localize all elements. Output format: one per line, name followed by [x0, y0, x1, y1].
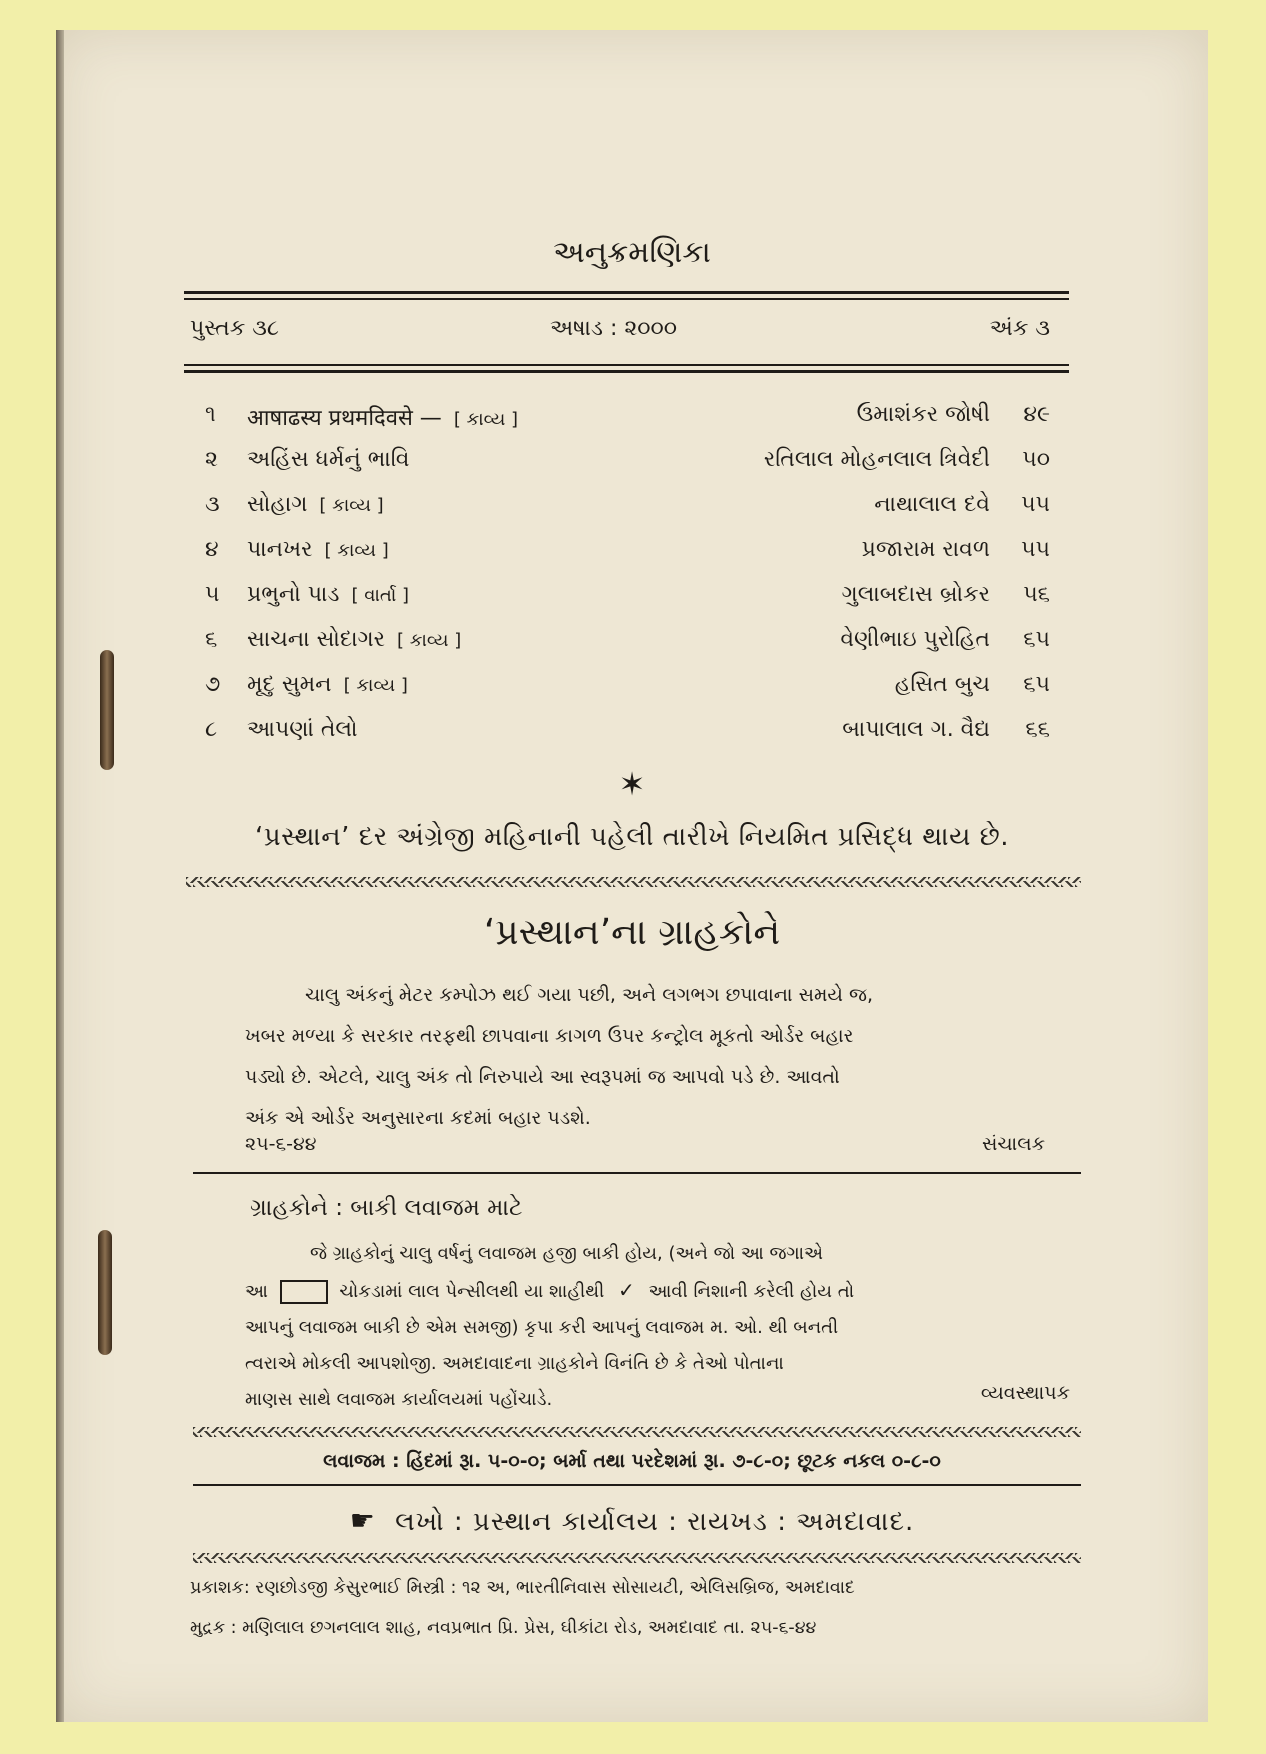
entry-title: સાચના સોદાગર [ કાવ્ય ]	[247, 627, 462, 652]
entry-number: ૪	[205, 537, 219, 562]
entry-author: નાથાલાલ દવે	[874, 492, 990, 517]
toc-entry	[205, 627, 1050, 665]
entry-number: ૧	[205, 402, 216, 427]
divider	[184, 364, 1069, 366]
dues-line: ત્વરાએ મોકલી આપશોજી. અમદાવાદના ગ્રાહકોને વિનંતિ છે કે તેઓ પોતાના	[245, 1353, 784, 1374]
issue-month: અષાડ : ૨૦૦૦	[550, 316, 678, 341]
star-ornament: ✶	[618, 765, 646, 803]
issue-number: અંક ૩	[989, 316, 1050, 341]
customers-heading: ‘પ્રસ્થાન’ના ગ્રાહકોને	[483, 912, 781, 953]
toc-entry	[205, 492, 1050, 530]
magazine-page	[56, 30, 1208, 1722]
divider	[193, 1172, 1081, 1174]
notice-line: ચાલુ અંકનું મેટર કમ્પોઝ થઈ ગયા પછી, અને લગભગ છપાવાના સમયે જ,	[305, 984, 874, 1006]
entry-author: ગુલાબદાસ બ્રોકર	[841, 582, 990, 607]
entry-author: ઉમાશંકર જોષી	[856, 402, 990, 427]
notice-line: ખબર મળ્યા કે સરકાર તરફથી છાપવાના કાગળ ઉપર કન્ટ્રોલ મૂકતો ઓર્ડર બહાર	[245, 1025, 854, 1047]
entry-page: ૫૫	[1021, 492, 1050, 517]
entry-title: आषाढस्य प्रथमदिवसे — [ કાવ્ય ]	[247, 406, 519, 431]
wavy-divider	[193, 1427, 1081, 1437]
entry-page: ૬૫	[1023, 672, 1050, 697]
entry-number: ૩	[205, 492, 220, 517]
publication-notice: ‘પ્રસ્થાન’ દર અંગ્રેજી મહિનાની પહેલી તારીખે નિયમિત પ્રસિદ્ધ થાય છે.	[254, 822, 1010, 852]
binding-thread	[100, 650, 114, 770]
entry-author: રતિલાલ મોહનલાલ ત્રિવેદી	[763, 447, 990, 472]
wavy-divider	[186, 877, 1081, 887]
dues-line: જે ગ્રાહકોનું ચાલુ વર્ષનું લવાજમ હજી બાકી હોય, (અને જો આ જગાએ	[310, 1243, 824, 1264]
toc-entry	[205, 672, 1050, 710]
toc-entry	[205, 402, 1050, 440]
entry-number: ૮	[205, 717, 218, 742]
entry-title: સોહાગ [ કાવ્ય ]	[247, 492, 384, 517]
notice-line: પડ્યો છે. એટલે, ચાલુ અંક તો નિરુપાયે આ સ્વરૂપમાં જ આપવો પડે છે. આવતો	[245, 1066, 840, 1088]
toc-entry	[205, 537, 1050, 575]
notice-signature: સંચાલક	[981, 1133, 1045, 1155]
dues-signature: વ્યવસ્થાપક	[980, 1382, 1070, 1404]
entry-page: ૬૬	[1025, 717, 1050, 742]
divider	[193, 1484, 1081, 1486]
dues-heading: ગ્રાહકોને : બાકી લવાજમ માટે	[250, 1195, 523, 1221]
notice-line: અંક એ ઓર્ડર અનુસારના કદમાં બહાર પડશે.	[245, 1107, 591, 1129]
entry-number: ૭	[205, 672, 221, 697]
entry-page: ૫૦	[1022, 447, 1050, 472]
dues-line: આપનું લવાજમ બાકી છે એમ સમજી) કૃપા કરી આપનું લવાજમ મ. ઓ. થી બનતી	[245, 1317, 839, 1338]
entry-page: ૫૫	[1021, 537, 1050, 562]
binding-thread	[98, 1230, 112, 1355]
divider	[184, 298, 1069, 300]
toc-entry	[205, 447, 1050, 485]
entry-number: ૬	[205, 627, 218, 652]
entry-title: પ્રભુનો પાડ [ વાર્તા ]	[247, 582, 409, 607]
page-title: અનુક્રમણિકા	[553, 235, 711, 270]
entry-page: ૪૯	[1023, 402, 1050, 427]
entry-title: પાનખર [ કાવ્ય ]	[247, 537, 389, 562]
office-address: લખો : પ્રસ્થાન કાર્યાલય : રાયખડ : અમદાવાદ.	[395, 1507, 915, 1537]
entry-page: ૫૬	[1023, 582, 1050, 607]
checkbox-sample	[280, 1280, 328, 1304]
notice-date: ૨૫-૬-૪૪	[245, 1133, 317, 1155]
dues-line: માણસ સાથે લવાજમ કાર્યાલયમાં પહોંચાડે.	[245, 1389, 553, 1410]
printer-line: મુદ્રક : મણિલાલ છગનલાલ શાહ, નવપ્રભાત પ્રિ. પ્રેસ, ઘીકાંટા રોડ, અમદાવાદ તા. ૨૫-૬-૪૪	[190, 1618, 817, 1638]
pointing-hand-icon: ☛	[349, 1504, 376, 1537]
subscription-rates: લવાજમ : હિંદમાં રૂા. ૫-૦-૦; બર્મા તથા પરદેશમાં રૂા. ૭-૮-૦; છૂટક નકલ ૦-૮-૦	[323, 1450, 941, 1472]
entry-page: ૬૫	[1023, 627, 1050, 652]
entry-number: ૨	[205, 447, 218, 472]
write-to-line	[56, 1504, 1208, 1538]
dues-line: આ ચોકડામાં લાલ પેન્સીલથી યા શાહીથી ✓ આવી નિશાની કરેલી હોય તો	[245, 1278, 855, 1302]
volume-label: પુસ્તક ૩૮	[190, 316, 280, 341]
entry-title: મૃદુ સુમન [ કાવ્ય ]	[247, 672, 408, 697]
entry-title: આપણાં તેલો	[247, 717, 358, 742]
entry-title: અહિંસ ધર્મનું ભાવિ	[247, 447, 410, 472]
tick-mark: ✓	[617, 1278, 635, 1302]
entry-author: બાપાલાલ ગ. વૈદ્ય	[842, 717, 990, 742]
divider	[184, 370, 1069, 373]
entry-author: પ્રજારામ રાવળ	[861, 537, 990, 562]
wavy-divider	[193, 1553, 1081, 1563]
entry-number: ૫	[205, 582, 220, 607]
toc-entry	[205, 717, 1050, 755]
toc-entry	[205, 582, 1050, 620]
entry-author: હસિત બુચ	[894, 672, 990, 697]
publisher-line: પ્રકાશક: રણછોડજી કેસુરભાઈ મિસ્ત્રી : ૧૨ અ, ભારતીનિવાસ સોસાયટી, એલિસબ્રિજ, અમદાવાદ	[190, 1578, 855, 1598]
entry-author: વેણીભાઇ પુરોહિત	[840, 627, 990, 652]
divider	[184, 291, 1069, 294]
